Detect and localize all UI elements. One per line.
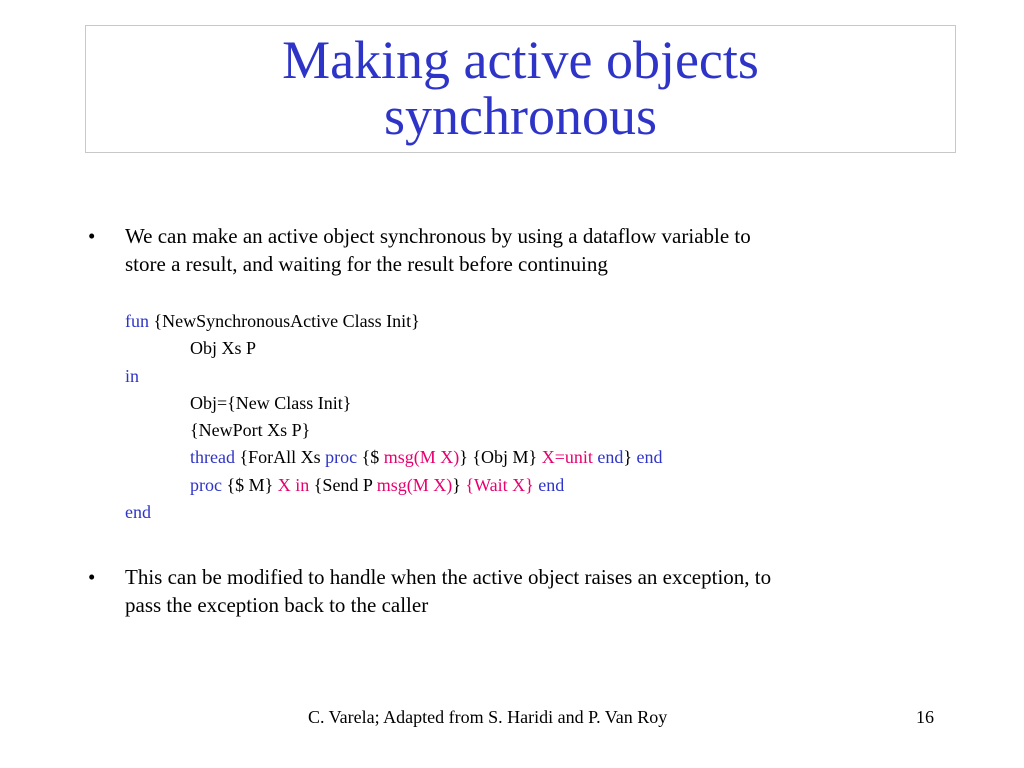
code-text: Obj={New Class Init} (190, 392, 352, 413)
title-line-2: synchronous (384, 86, 657, 146)
code-line-5 (125, 417, 663, 444)
code-text: } (623, 447, 637, 468)
bullet-marker-2: • (88, 565, 96, 589)
keyword: end (538, 474, 565, 495)
title-line-1: Making active objects (282, 30, 759, 90)
code-text: {$ M} (221, 474, 278, 495)
code-text: } (452, 474, 466, 495)
highlight: msg(M X) (376, 474, 453, 495)
code-text: {Send P (309, 474, 377, 495)
code-text: } {Obj M} (459, 447, 542, 468)
code-text: {NewPort Xs P} (190, 420, 311, 441)
highlight: {Wait X} (465, 474, 534, 495)
code-text: Obj Xs P (190, 338, 257, 359)
code-text: {NewSynchronousActive Class Init} (149, 311, 420, 331)
code-line-8 (125, 499, 663, 526)
slide-title (85, 25, 956, 153)
keyword: thread (190, 447, 235, 468)
code-line-2 (125, 335, 663, 362)
keyword: in (125, 365, 140, 386)
footer-credit: C. Varela; Adapted from S. Haridi and P. Van Roy (308, 707, 668, 727)
highlight: X (277, 474, 291, 495)
bullet-text-1 (125, 222, 925, 278)
bullet-1-line-1: We can make an active object synchronous by using a dataflow variable to (125, 224, 751, 248)
keyword: end (597, 447, 624, 468)
bullet-1-line-2: store a result, and waiting for the result before continuing (125, 252, 608, 276)
code-text: {$ (357, 447, 384, 468)
bullet-2-line-1: This can be modified to handle when the active object raises an exception, to (125, 565, 772, 589)
code-text: {ForAll Xs (234, 447, 326, 468)
highlight: X=unit (541, 447, 593, 468)
keyword: end (636, 447, 663, 468)
highlight: in (295, 474, 310, 495)
bullet-text-2 (125, 563, 925, 619)
code-line-4 (125, 390, 663, 417)
bullet-2-line-2: pass the exception back to the caller (125, 593, 429, 617)
code-line-7 (125, 472, 663, 499)
keyword: end (125, 502, 151, 523)
highlight: msg(M X) (383, 447, 460, 468)
page-number: 16 (916, 707, 934, 727)
keyword: fun (125, 311, 149, 331)
code-line-1 (125, 308, 663, 335)
code-line-6 (125, 444, 663, 471)
keyword: proc (190, 474, 222, 495)
keyword: proc (325, 447, 358, 468)
bullet-marker-1: • (88, 224, 96, 248)
code-block (125, 308, 663, 526)
code-line-3 (125, 363, 663, 390)
